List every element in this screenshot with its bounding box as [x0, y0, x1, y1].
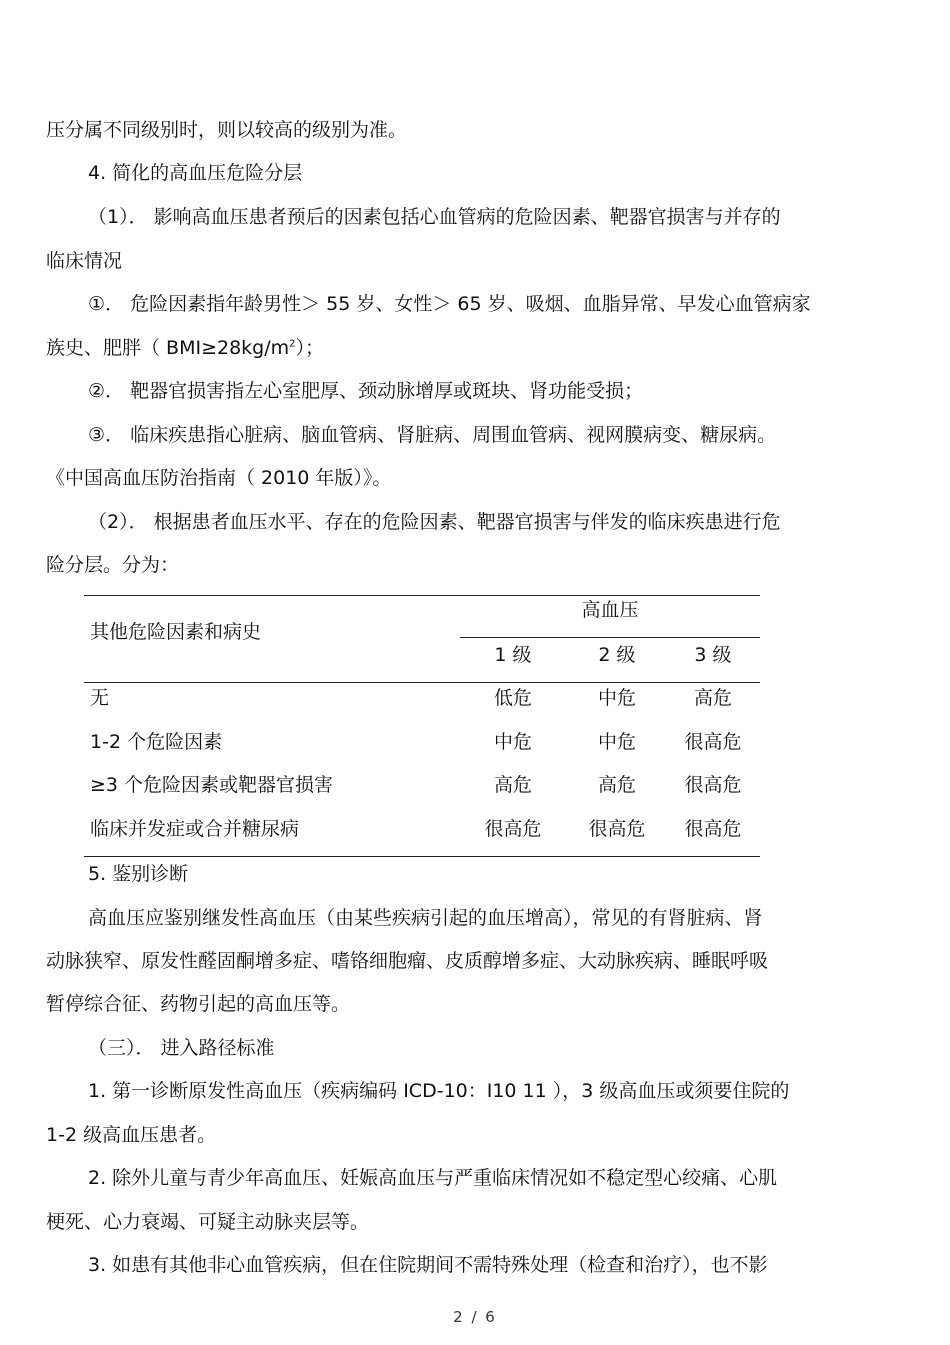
table-bottom-rule [84, 856, 760, 857]
text-span: ）； [295, 337, 325, 359]
paragraph-line: 1-2 级高血压患者。 [46, 1124, 217, 1146]
section-heading: 5. 鉴别诊断 [88, 863, 189, 885]
paragraph-line: 高血压应鉴别继发性高血压（由某些疾病引起的血压增高），常见的有肾脏病、肾 [88, 907, 763, 929]
table-cell: 很高危 [588, 818, 646, 840]
table-row-header: 其他危险因素和病史 [90, 621, 262, 643]
table-cell: 很高危 [684, 774, 742, 796]
table-cell: 中危 [597, 731, 636, 753]
section-heading: （三）． 进入路径标准 [88, 1037, 275, 1059]
table-cell: 很高危 [684, 818, 742, 840]
text-span: 族史、肥胖（ BMI≥28kg/m [46, 337, 290, 359]
table-header-rule [84, 682, 760, 683]
table-group-rule [460, 637, 760, 638]
table-top-rule [84, 595, 760, 596]
table-grade-header: 1 级 [494, 644, 532, 666]
paragraph-line: ①． 危险因素指年龄男性＞ 55 岁、女性＞ 65 岁、吸烟、血脂异常、早发心血管病家 [88, 293, 811, 315]
paragraph-line: 压分属不同级别时，则以较高的级别为准。 [46, 119, 408, 141]
paragraph-line: 动脉狭窄、原发性醛固酮增多症、嗜铬细胞瘤、皮质醇增多症、大动脉疾病、睡眠呼吸 [46, 950, 769, 972]
table-group-header: 高血压 [581, 599, 639, 621]
superscript: 2 [289, 338, 296, 350]
paragraph-line: 险分层。分为： [46, 554, 180, 576]
table-cell: 很高危 [484, 818, 542, 840]
paragraph-line: 《中国高血压防治指南（ 2010 年版）》。 [46, 467, 392, 489]
section-heading: 4. 简化的高血压危险分层 [88, 162, 303, 184]
table-cell: 中危 [597, 687, 636, 709]
page-number: 2 / 6 [453, 1308, 497, 1326]
paragraph-line: 2. 除外儿童与青少年高血压、妊娠高血压与严重临床情况如不稳定型心绞痛、心肌 [88, 1167, 778, 1189]
table-cell: 高危 [597, 774, 636, 796]
table-row-label: 1-2 个危险因素 [90, 731, 223, 753]
table-cell: 低危 [493, 687, 532, 709]
paragraph-line: （1）． 影响高血压患者预后的因素包括心血管病的危险因素、靶器官损害与并存的 [88, 206, 781, 228]
paragraph-line: 3. 如患有其他非心血管疾病，但在住院期间不需特殊处理（检查和治疗），也不影 [88, 1254, 768, 1276]
table-cell: 高危 [693, 687, 732, 709]
paragraph-line: （2）． 根据患者血压水平、存在的危险因素、靶器官损害与伴发的临床疾患进行危 [88, 511, 781, 533]
table-row-label: 无 [90, 687, 110, 709]
table-grade-header: 3 级 [694, 644, 732, 666]
paragraph-line: ③． 临床疾患指心脏病、脑血管病、肾脏病、周围血管病、视网膜病变、糖尿病。 [88, 424, 777, 446]
table-row-label: 临床并发症或合并糖尿病 [90, 818, 300, 840]
paragraph-line: 暂停综合征、药物引起的高血压等。 [46, 993, 351, 1015]
paragraph-line: ②． 靶器官损害指左心室肥厚、颈动脉增厚或斑块、肾功能受损； [88, 380, 644, 402]
paragraph-line [46, 336, 324, 360]
paragraph-line: 临床情况 [46, 250, 123, 272]
table-cell: 很高危 [684, 731, 742, 753]
paragraph-line: 1. 第一诊断原发性高血压（疾病编码 ICD-10：I10 11 ），3 级高血压或须要住院的 [88, 1080, 790, 1102]
paragraph-line: 梗死、心力衰竭、可疑主动脉夹层等。 [46, 1211, 370, 1233]
table-cell: 高危 [493, 774, 532, 796]
table-row-label: ≥3 个危险因素或靶器官损害 [90, 774, 334, 796]
table-cell: 中危 [493, 731, 532, 753]
table-grade-header: 2 级 [598, 644, 636, 666]
